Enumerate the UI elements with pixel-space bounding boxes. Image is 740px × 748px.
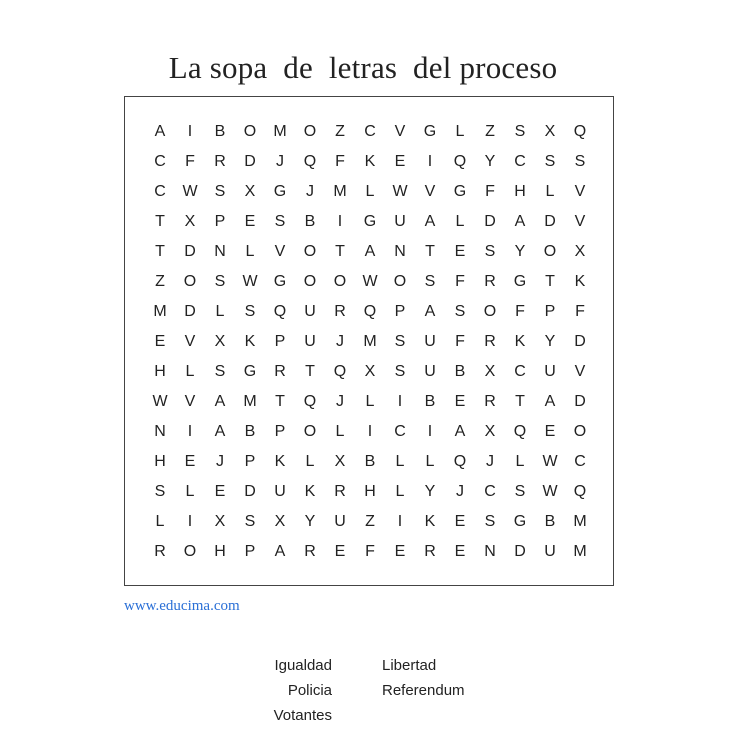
grid-letter: L (335, 423, 345, 440)
grid-letter: O (333, 273, 347, 290)
grid-letter: I (397, 393, 403, 410)
grid-letter: U (334, 513, 346, 530)
grid-letter: U (544, 363, 556, 380)
grid-letter: L (155, 513, 165, 530)
grid-letter: G (513, 273, 527, 290)
grid-letter: A (454, 423, 466, 440)
grid-letter: P (274, 333, 286, 350)
grid-letter: E (454, 393, 466, 410)
grid-letter: R (334, 303, 346, 320)
grid-letter: D (244, 483, 256, 500)
grid-letter: L (305, 453, 315, 470)
grid-letter: V (574, 363, 586, 380)
grid-letter: I (427, 423, 433, 440)
grid-letter: T (545, 273, 555, 290)
grid-letter: E (454, 543, 466, 560)
grid-letter: E (454, 513, 466, 530)
grid-letter: W (152, 393, 168, 410)
grid-letter: M (333, 183, 347, 200)
grid-letter: G (513, 513, 527, 530)
page-title: La sopa de letras del proceso (168, 50, 558, 85)
grid-letter: I (367, 423, 373, 440)
grid-letter: S (484, 243, 496, 260)
grid-letter: U (304, 303, 316, 320)
grid-letter: S (544, 153, 556, 170)
grid-letter: L (215, 303, 225, 320)
grid-letter: P (274, 423, 286, 440)
grid-letter: E (454, 243, 466, 260)
grid-letter: D (484, 213, 496, 230)
grid-letter: F (485, 183, 495, 200)
grid-letter: A (514, 213, 526, 230)
grid-letter: L (455, 213, 465, 230)
grid-letter: C (364, 123, 376, 140)
grid-letter: R (274, 363, 286, 380)
grid-letter: U (544, 543, 556, 560)
grid-letter: U (424, 363, 436, 380)
grid-letter: S (214, 363, 226, 380)
grid-letter: J (486, 453, 494, 470)
grid-letter: O (303, 423, 317, 440)
grid-letter: I (187, 123, 193, 140)
grid-letter: H (214, 543, 226, 560)
grid-letter: G (363, 213, 377, 230)
grid-letter: K (574, 273, 586, 290)
grid-letter: R (484, 273, 496, 290)
grid-letter: A (424, 303, 436, 320)
grid-letter: I (337, 213, 343, 230)
grid-letter: G (243, 363, 257, 380)
grid-letter: G (273, 273, 287, 290)
grid-letter: R (424, 543, 436, 560)
grid-letter: Q (573, 483, 587, 500)
grid-letter: A (544, 393, 556, 410)
word-item: Igualdad (274, 657, 332, 674)
grid-letter: X (574, 243, 586, 260)
grid-letter: N (154, 423, 166, 440)
grid-letter: S (154, 483, 166, 500)
grid-letter: A (214, 393, 226, 410)
grid-letter: W (362, 273, 378, 290)
grid-letter: K (364, 153, 376, 170)
grid-letter: C (394, 423, 406, 440)
grid-letter: X (334, 453, 346, 470)
grid-letter: N (484, 543, 496, 560)
grid-letter: Q (363, 303, 377, 320)
grid-letter: Q (303, 393, 317, 410)
word-search-grid (124, 96, 614, 586)
grid-letter: V (424, 183, 436, 200)
grid-letter: Q (273, 303, 287, 320)
grid-letter: Y (514, 243, 526, 260)
grid-letter: S (484, 513, 496, 530)
grid-letter: R (484, 333, 496, 350)
grid-letter: Q (333, 363, 347, 380)
grid-letter: Z (485, 123, 495, 140)
grid-letter: K (274, 453, 286, 470)
grid-letter: R (484, 393, 496, 410)
grid-letter: B (304, 213, 316, 230)
grid-letter: O (483, 303, 497, 320)
grid-letter: T (155, 243, 165, 260)
grid-letter: U (424, 333, 436, 350)
grid-letter: O (573, 423, 587, 440)
grid-letter: T (155, 213, 165, 230)
grid-letter: V (184, 393, 196, 410)
grid-letter: I (187, 513, 193, 530)
grid-letter: K (244, 333, 256, 350)
grid-letter: M (573, 513, 587, 530)
grid-letter: R (214, 153, 226, 170)
grid-letter: U (274, 483, 286, 500)
grid-letter: C (514, 363, 526, 380)
grid-letter: H (364, 483, 376, 500)
grid-letter: F (185, 153, 195, 170)
grid-letter: L (455, 123, 465, 140)
grid-letter: I (427, 153, 433, 170)
grid-letter: B (424, 393, 436, 410)
grid-letter: S (454, 303, 466, 320)
grid-letter: X (184, 213, 196, 230)
grid-letter: P (544, 303, 556, 320)
grid-letter: A (154, 123, 166, 140)
grid-letter: O (393, 273, 407, 290)
word-item: Votantes (273, 707, 332, 724)
grid-letter: B (244, 423, 256, 440)
website-link[interactable]: www.educima.com (124, 598, 240, 614)
grid-letter: L (185, 363, 195, 380)
grid-letter: F (575, 303, 585, 320)
grid-letter: S (214, 273, 226, 290)
grid-letter: D (184, 303, 196, 320)
grid-letter: Q (513, 423, 527, 440)
grid-letter: B (454, 363, 466, 380)
grid-letter: L (395, 453, 405, 470)
grid-letter: C (574, 453, 586, 470)
grid-letter: P (244, 543, 256, 560)
grid-letter: G (423, 123, 437, 140)
grid-letter: G (273, 183, 287, 200)
grid-letter: E (154, 333, 166, 350)
grid-letter: S (574, 153, 586, 170)
grid-letter: Q (453, 153, 467, 170)
word-item: Policia (287, 682, 332, 699)
grid-letter: G (453, 183, 467, 200)
grid-letter: Y (544, 333, 556, 350)
grid-letter: V (574, 183, 586, 200)
grid-letter: W (542, 483, 558, 500)
grid-letter: A (424, 213, 436, 230)
grid-letter: W (182, 183, 198, 200)
grid-letter: V (184, 333, 196, 350)
grid-letter: P (214, 213, 226, 230)
grid-letter: L (185, 483, 195, 500)
grid-letter: K (514, 333, 526, 350)
grid-letter: B (214, 123, 226, 140)
grid-letter: E (244, 213, 256, 230)
grid-letter: V (574, 213, 586, 230)
grid-letter: Y (304, 513, 316, 530)
grid-letter: M (153, 303, 167, 320)
grid-letter: L (425, 453, 435, 470)
grid-letter: C (154, 183, 166, 200)
grid-letter: M (363, 333, 377, 350)
grid-letter: N (394, 243, 406, 260)
grid-letter: R (154, 543, 166, 560)
grid-letter: B (544, 513, 556, 530)
grid-letter: H (154, 363, 166, 380)
grid-letter: F (335, 153, 345, 170)
grid-letter: M (273, 123, 287, 140)
grid-letter: O (303, 243, 317, 260)
grid-letter: R (334, 483, 346, 500)
grid-letter: M (243, 393, 257, 410)
grid-letter: X (214, 513, 226, 530)
grid-letter: W (242, 273, 258, 290)
grid-letter: Q (453, 453, 467, 470)
grid-letter: J (216, 453, 224, 470)
grid-letter: J (336, 333, 344, 350)
grid-letter: P (394, 303, 406, 320)
grid-letter: R (304, 543, 316, 560)
grid-letter: I (397, 513, 403, 530)
grid-letter: L (365, 393, 375, 410)
grid-letter: O (183, 543, 197, 560)
grid-letter: S (514, 123, 526, 140)
grid-letter: X (274, 513, 286, 530)
grid-letter: C (514, 153, 526, 170)
grid-letter: Y (484, 153, 496, 170)
grid-letter: D (574, 333, 586, 350)
grid-letter: C (154, 153, 166, 170)
grid-letter: F (515, 303, 525, 320)
grid-letter: J (456, 483, 464, 500)
grid-letter: L (365, 183, 375, 200)
grid-letter: T (275, 393, 285, 410)
grid-letter: S (244, 513, 256, 530)
grid-letter: X (484, 423, 496, 440)
grid-letter: O (183, 273, 197, 290)
grid-letter: L (395, 483, 405, 500)
grid-letter: Z (365, 513, 375, 530)
grid-letter: S (394, 333, 406, 350)
grid-letter: X (364, 363, 376, 380)
grid-letter: K (304, 483, 316, 500)
grid-letter: D (184, 243, 196, 260)
grid-letter: S (274, 213, 286, 230)
word-list-left (274, 656, 332, 731)
grid-letter: T (515, 393, 525, 410)
grid-letter: L (515, 453, 525, 470)
grid-letter: J (336, 393, 344, 410)
grid-letter: N (214, 243, 226, 260)
grid-letter: J (276, 153, 284, 170)
grid-letter: O (303, 123, 317, 140)
grid-letter: K (424, 513, 436, 530)
grid-letter: J (306, 183, 314, 200)
grid-letter: T (335, 243, 345, 260)
grid-letter: S (424, 273, 436, 290)
grid-letter: F (455, 273, 465, 290)
grid-letter: D (514, 543, 526, 560)
word-item: Referendum (382, 682, 465, 699)
grid-letter: W (542, 453, 558, 470)
grid-letter: V (394, 123, 406, 140)
grid-letter: I (187, 423, 193, 440)
grid-letter: E (214, 483, 226, 500)
grid-letter: O (543, 243, 557, 260)
grid-letter: A (364, 243, 376, 260)
grid-letter: H (154, 453, 166, 470)
grid-letter: Z (155, 273, 165, 290)
grid-letter: A (274, 543, 286, 560)
grid-letter: C (484, 483, 496, 500)
grid-letter: B (364, 453, 376, 470)
grid-letter: V (274, 243, 286, 260)
grid-letter: T (305, 363, 315, 380)
grid-letter: E (184, 453, 196, 470)
grid-letter: X (214, 333, 226, 350)
word-item: Libertad (382, 657, 437, 674)
grid-letter: Y (424, 483, 436, 500)
grid-letter: S (244, 303, 256, 320)
grid-letter: D (544, 213, 556, 230)
grid-letter: O (303, 273, 317, 290)
word-list-right (382, 656, 465, 706)
grid-letter: D (244, 153, 256, 170)
grid-letter: W (392, 183, 408, 200)
grid-letter: F (365, 543, 375, 560)
grid-letter: E (544, 423, 556, 440)
grid-letter: O (243, 123, 257, 140)
grid-letter: E (334, 543, 346, 560)
grid-letter: E (394, 543, 406, 560)
grid-letter: L (245, 243, 255, 260)
grid-letter: L (545, 183, 555, 200)
grid-letter: E (394, 153, 406, 170)
grid-letter: U (304, 333, 316, 350)
grid-letter: U (394, 213, 406, 230)
grid-letter: X (244, 183, 256, 200)
grid-letter: P (244, 453, 256, 470)
grid-letter: D (574, 393, 586, 410)
grid-letter: T (425, 243, 435, 260)
grid-letter: Z (335, 123, 345, 140)
grid-letter: M (573, 543, 587, 560)
grid-letter: A (214, 423, 226, 440)
grid-letter: F (455, 333, 465, 350)
grid-letter: X (544, 123, 556, 140)
grid-letter: Q (303, 153, 317, 170)
grid-letter: X (484, 363, 496, 380)
grid-letter: S (214, 183, 226, 200)
grid-letter: S (514, 483, 526, 500)
grid-letter: Q (573, 123, 587, 140)
grid-letter: S (394, 363, 406, 380)
grid-letter: H (514, 183, 526, 200)
